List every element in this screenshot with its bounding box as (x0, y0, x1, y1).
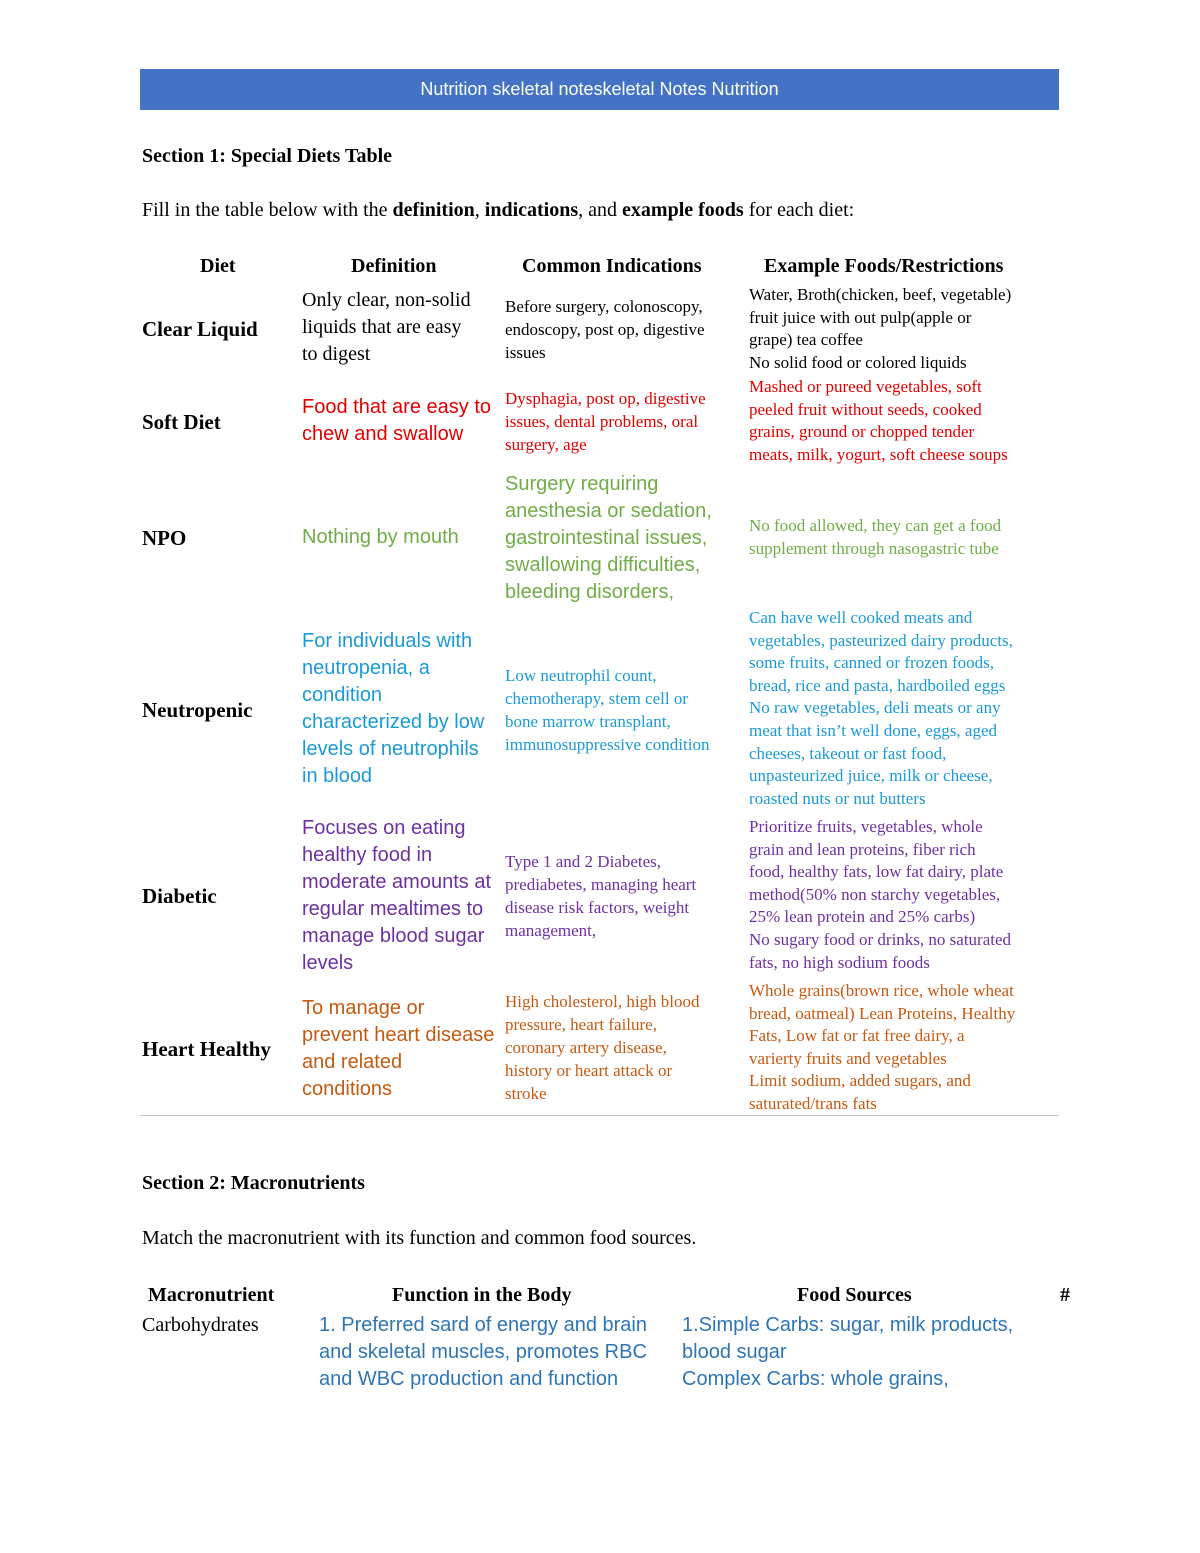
instr-bold-example-foods: example foods (622, 199, 744, 221)
definition-heart-healthy (302, 995, 502, 1103)
diet-name-clear-liquid: Clear Liquid (142, 317, 258, 341)
diet-name-npo: NPO (142, 526, 187, 550)
cell-line: Nothing by mouth (302, 526, 459, 548)
cell-line: liquids that are easy (302, 316, 462, 338)
cell-line: endoscopy, post op, digestive (505, 320, 705, 339)
cell-line: fats, no high sodium foods (749, 952, 930, 972)
cell-line: Prioritize fruits, vegetables, whole (749, 817, 983, 836)
cell-line: For individuals with (302, 630, 473, 652)
cell-line: Mashed or pureed vegetables, soft (749, 377, 982, 396)
cell-line: and related (302, 1051, 403, 1073)
cell-line: prevent heart disease (302, 1024, 495, 1046)
col-header-macronutrient: Macronutrient (148, 1284, 275, 1306)
cell-line: method(50% non starchy vegetables, (749, 884, 1001, 904)
indications-diabetic (505, 850, 745, 942)
cell-line: cheeses, takeout or fast food, (749, 743, 947, 763)
cell-line: condition (302, 684, 383, 706)
cell-line: No raw vegetables, deli meats or any (749, 698, 1001, 718)
col-header-definition: Definition (351, 255, 437, 277)
cell-line: meat that isn’t well done, eggs, aged (749, 720, 998, 740)
col-header-diet: Diet (200, 255, 236, 277)
cell-line: Water, Broth(chicken, beef, vegetable) (749, 285, 1012, 304)
cell-line: issues, dental problems, oral (505, 412, 699, 431)
cell-line: Dysphagia, post op, digestive (505, 389, 706, 408)
indications-neutropenic (505, 664, 745, 756)
cell-line: chemotherapy, stem cell or (505, 689, 688, 708)
cell-line: saturated/trans fats (749, 1093, 877, 1113)
cell-line: neutropenia, a (302, 657, 430, 679)
cell-line: bread, oatmeal) Lean Proteins, Healthy (749, 1003, 1016, 1023)
examples-clear-liquid (749, 284, 1061, 374)
cell-line: fruit juice with out pulp(apple or (749, 307, 972, 327)
cell-line: levels (302, 952, 354, 974)
cell-line: stroke (505, 1084, 547, 1103)
col-header-examples: Example Foods/Restrictions (764, 255, 1004, 277)
section1-title: Section 1: Special Diets Table (142, 145, 393, 167)
cell-line: some fruits, canned or frozen foods, (749, 653, 995, 673)
cell-line: Complex Carbs: whole grains, (682, 1368, 949, 1390)
cell-line: Surgery requiring (505, 473, 659, 495)
cell-line: Only clear, non-solid (302, 289, 471, 311)
definition-clear-liquid (302, 287, 502, 368)
cell-line: conditions (302, 1078, 393, 1100)
cell-line: and skeletal muscles, promotes RBC (319, 1341, 647, 1363)
cell-line: surgery, age (505, 435, 587, 454)
cell-line: Can have well cooked meats and (749, 608, 973, 627)
indications-soft-diet (505, 387, 745, 456)
cell-line: blood sugar (682, 1341, 787, 1363)
definition-neutropenic (302, 628, 502, 790)
col-header-function: Function in the Body (392, 1284, 572, 1306)
instr-bold-indications: indications (484, 199, 579, 221)
examples-soft-diet (749, 376, 1061, 466)
cell-line: history or heart attack or (505, 1061, 673, 1080)
cell-line: healthy food in (302, 844, 433, 866)
cell-line: chew and swallow (302, 423, 464, 445)
examples-heart-healthy (749, 980, 1061, 1116)
cell-line: vegetables, pasteurized dairy products, (749, 630, 1013, 650)
cell-line: Before surgery, colonoscopy, (505, 297, 703, 316)
table-bottom-divider (140, 1115, 1059, 1116)
cell-line: roasted nuts or nut butters (749, 788, 926, 808)
diet-name-diabetic: Diabetic (142, 884, 217, 908)
cell-line: High cholesterol, high blood (505, 992, 700, 1011)
instr-text: , (474, 199, 485, 221)
cell-line: Focuses on eating (302, 817, 466, 839)
cell-line: pressure, heart failure, (505, 1015, 657, 1034)
cell-line: Fats, Low fat or fat free dairy, a (749, 1026, 965, 1046)
indications-heart-healthy (505, 990, 745, 1105)
cell-line: swallowing difficulties, (505, 554, 701, 576)
macronutrient-name-carbohydrates: Carbohydrates (142, 1314, 259, 1336)
cell-line: meats, milk, yogurt, soft cheese soups (749, 444, 1008, 464)
cell-line: prediabetes, managing heart (505, 875, 697, 894)
cell-line: varierty fruits and vegetables (749, 1048, 947, 1068)
cell-line: Food that are easy to (302, 396, 492, 418)
cell-line: characterized by low (302, 711, 485, 733)
cell-line: No food allowed, they can get a food (749, 516, 1002, 535)
definition-diabetic (302, 815, 502, 977)
section2-instructions: Match the macronutrient with its function and common food sources. (142, 1227, 697, 1249)
col-header-indications: Common Indications (522, 255, 702, 277)
cell-line: Type 1 and 2 Diabetes, (505, 852, 662, 871)
cell-line: immunosuppressive condition (505, 735, 710, 754)
cell-line: levels of neutrophils (302, 738, 479, 760)
indications-npo (505, 471, 745, 606)
cell-line: 25% lean protein and 25% carbs) (749, 907, 976, 927)
cell-line: anesthesia or sedation, (505, 500, 712, 522)
col-header-food-sources: Food Sources (797, 1284, 912, 1306)
cell-line: bread, rice and pasta, hardboiled eggs (749, 675, 1006, 695)
cell-line: issues (505, 343, 546, 362)
cell-line: management, (505, 921, 597, 940)
cell-line: No sugary food or drinks, no saturated (749, 929, 1012, 949)
cell-line: disease risk factors, weight (505, 898, 690, 917)
cell-line: Whole grains(brown rice, whole wheat (749, 981, 1014, 1000)
section2-title: Section 2: Macronutrients (142, 1172, 365, 1194)
function-carbohydrates (319, 1312, 679, 1393)
cell-line: and WBC production and function (319, 1368, 619, 1390)
indications-clear-liquid (505, 295, 745, 364)
cell-line: peeled fruit without seeds, cooked (749, 399, 982, 419)
examples-npo (749, 515, 1061, 560)
cell-line: bone marrow transplant, (505, 712, 671, 731)
cell-line: supplement through nasogastric tube (749, 538, 999, 558)
col-header-number: # (1060, 1284, 1070, 1306)
cell-line: No solid food or colored liquids (749, 352, 967, 372)
examples-neutropenic (749, 607, 1061, 810)
section1-instructions (142, 199, 854, 222)
instr-bold-definition: definition (392, 199, 475, 221)
cell-line: Limit sodium, added sugars, and (749, 1071, 971, 1091)
definition-soft-diet (302, 394, 502, 448)
cell-line: regular mealtimes to (302, 898, 484, 920)
cell-line: To manage or (302, 997, 425, 1019)
cell-line: to digest (302, 343, 371, 365)
examples-diabetic (749, 816, 1061, 974)
instr-text: Fill in the table below with the (142, 199, 393, 221)
diet-name-neutropenic: Neutropenic (142, 698, 253, 722)
cell-line: food, healthy fats, low fat dairy, plate (749, 862, 1004, 882)
instr-text: , and (578, 199, 623, 221)
instr-text: for each diet: (743, 199, 855, 221)
cell-line: grape) tea coffee (749, 330, 863, 350)
cell-line: 1. Preferred sard of energy and brain (319, 1314, 647, 1336)
cell-line: in blood (302, 765, 373, 787)
diet-name-soft-diet: Soft Diet (142, 410, 221, 434)
cell-line: gastrointestinal issues, (505, 527, 708, 549)
cell-line: moderate amounts at (302, 871, 491, 893)
cell-line: coronary artery disease, (505, 1038, 667, 1057)
cell-line: manage blood sugar (302, 925, 485, 947)
cell-line: unpasteurized juice, milk or cheese, (749, 766, 993, 786)
document-header-banner: Nutrition skeletal noteskeletal Notes Nutrition (140, 69, 1059, 110)
cell-line: grain and lean proteins, fiber rich (749, 839, 976, 859)
cell-line: 1.Simple Carbs: sugar, milk products, (682, 1314, 1014, 1336)
food-sources-carbohydrates (682, 1312, 1062, 1393)
cell-line: bleeding disorders, (505, 581, 674, 603)
definition-npo (302, 524, 502, 551)
cell-line: Low neutrophil count, (505, 666, 657, 685)
diet-name-heart-healthy: Heart Healthy (142, 1037, 271, 1061)
cell-line: grains, ground or chopped tender (749, 422, 975, 442)
